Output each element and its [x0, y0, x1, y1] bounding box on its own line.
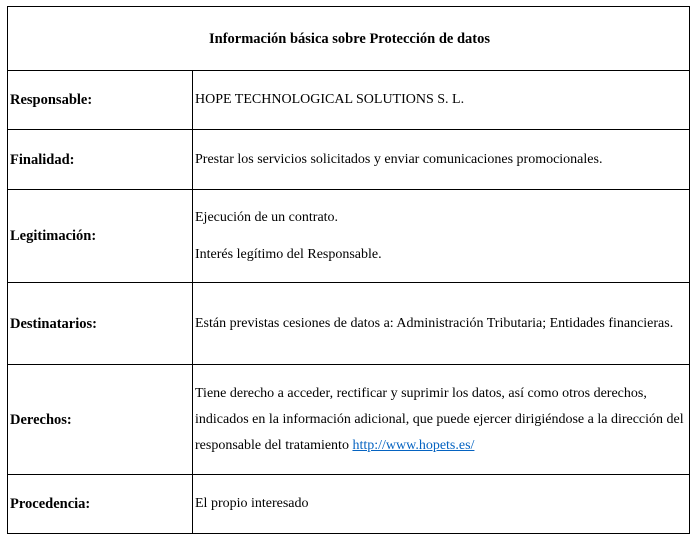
row-value [193, 365, 690, 475]
table-row-responsable [8, 71, 690, 130]
rights-text: Tiene derecho a acceder, rectificar y suprimir los datos, así como otros derechos, indicados en la información adicional, que puede ejercer dirigiéndose a la dirección del responsable del tratamiento [195, 385, 684, 453]
website-link[interactable]: http://www.hopets.es/ [352, 437, 475, 453]
row-paragraph: Están previstas cesiones de datos a: Administración Tributaria; Entidades financieras. [195, 315, 674, 331]
row-paragraph [195, 381, 689, 459]
row-value [193, 71, 690, 130]
table-row-procedencia [8, 475, 690, 534]
table-row-destinatarios [8, 283, 690, 365]
row-paragraph: El propio interesado [195, 496, 309, 511]
table-row-finalidad [8, 130, 690, 190]
row-label: Derechos: [8, 365, 193, 475]
row-value [193, 190, 690, 283]
table-title: Información básica sobre Protección de datos [8, 7, 690, 71]
row-paragraph: Prestar los servicios solicitados y enviar comunicaciones promocionales. [195, 151, 603, 167]
row-value [193, 283, 690, 365]
row-paragraph: HOPE TECHNOLOGICAL SOLUTIONS S. L. [195, 92, 465, 107]
table-row-derechos [8, 365, 690, 475]
row-label: Responsable: [8, 71, 193, 130]
row-paragraph: Ejecución de un contrato. [195, 209, 339, 225]
table-header-row [8, 7, 690, 71]
data-protection-table [7, 6, 690, 534]
row-value [193, 475, 690, 534]
row-value [193, 130, 690, 190]
table-row-legitimacion [8, 190, 690, 283]
row-label: Legitimación: [8, 190, 193, 283]
row-label: Destinatarios: [8, 283, 193, 365]
row-paragraph: Interés legítimo del Responsable. [195, 246, 382, 262]
row-label: Procedencia: [8, 475, 193, 534]
row-label: Finalidad: [8, 130, 193, 190]
